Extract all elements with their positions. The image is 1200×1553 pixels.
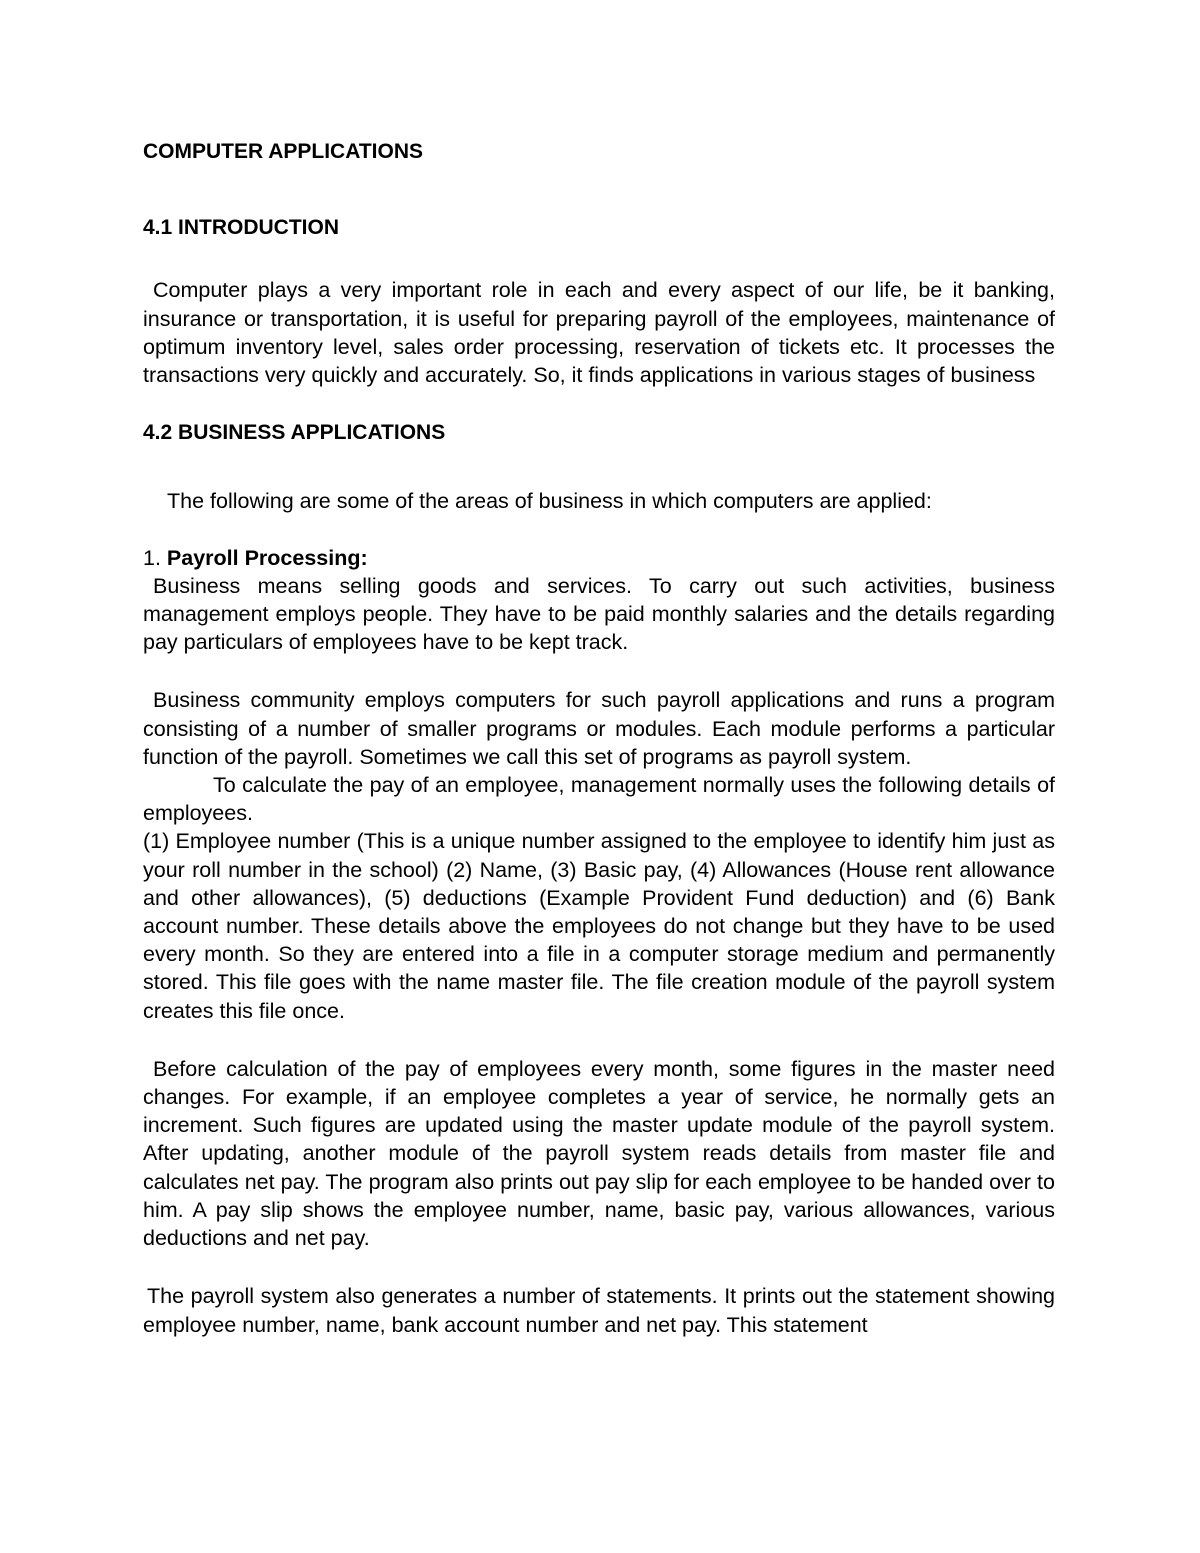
payroll-paragraph-5: Before calculation of the pay of employees every month, some figures in the master need changes. For example, if an employee completes a year of service, he normally gets an increment. Such figures are updated using the master update module of the payroll system. After updating, another module of the payroll system reads details from master file and calculates net pay. The program also prints out pay slip for each employee to be handed over to him. A pay slip shows the employee number, name, basic pay, various allowances, various deductions and net pay. xyxy=(143,1056,1055,1251)
section-heading-introduction: 4.1 INTRODUCTION xyxy=(143,216,340,240)
document-body xyxy=(143,138,1055,1339)
payroll-paragraph-4: (1) Employee number (This is a unique number assigned to the employee to identify him just as your roll number in the school) (2) Name, (3) Basic pay, (4) Allowances (House rent allowance and other allowances), (5) deductions (Example Provident Fund deduction) and (6) Bank account number. These details above the employees do not change but they have to be used every month. So they are entered into a file in a computer storage medium and permanently stored. This file goes with the name master file. The file creation module of the payroll system creates this file once. xyxy=(143,829,1055,1023)
payroll-paragraph-3: To calculate the pay of an employee, management normally uses the following details of employees. xyxy=(143,773,1055,826)
payroll-paragraph-6: The payroll system also generates a number of statements. It prints out the statement showing employee number, name, bank account number and net pay. This statement xyxy=(143,1284,1055,1337)
payroll-paragraph-1: Business means selling goods and services. To carry out such activities, business management employs people. They have to be paid monthly salaries and the details regarding pay particulars of employees have to be kept track. xyxy=(143,573,1055,655)
business-applications-intro: The following are some of the areas of business in which computers are applied: xyxy=(167,489,932,514)
list-item-title: Payroll Processing: xyxy=(166,545,368,570)
introduction-paragraph: Computer plays a very important role in each and every aspect of our life, be it banking, insurance or transportation, it is useful for preparing payroll of the employees, maintenance of optimum inventory level, sales order processing, reservation of tickets etc. It processes the transactions very quickly and accurately. So, it finds applications in various stages of business xyxy=(143,278,1055,388)
list-item-number: 1. xyxy=(143,545,161,570)
payroll-paragraph-2: Business community employs computers for such payroll applications and runs a program consisting of a number of smaller programs or modules. Each module performs a particular function of the payroll. Sometimes we call this set of programs as payroll system. xyxy=(143,688,1055,769)
list-item-payroll-heading xyxy=(143,544,1055,572)
document-title: COMPUTER APPLICATIONS xyxy=(143,140,424,163)
section-heading-business-applications: 4.2 BUSINESS APPLICATIONS xyxy=(143,421,446,445)
